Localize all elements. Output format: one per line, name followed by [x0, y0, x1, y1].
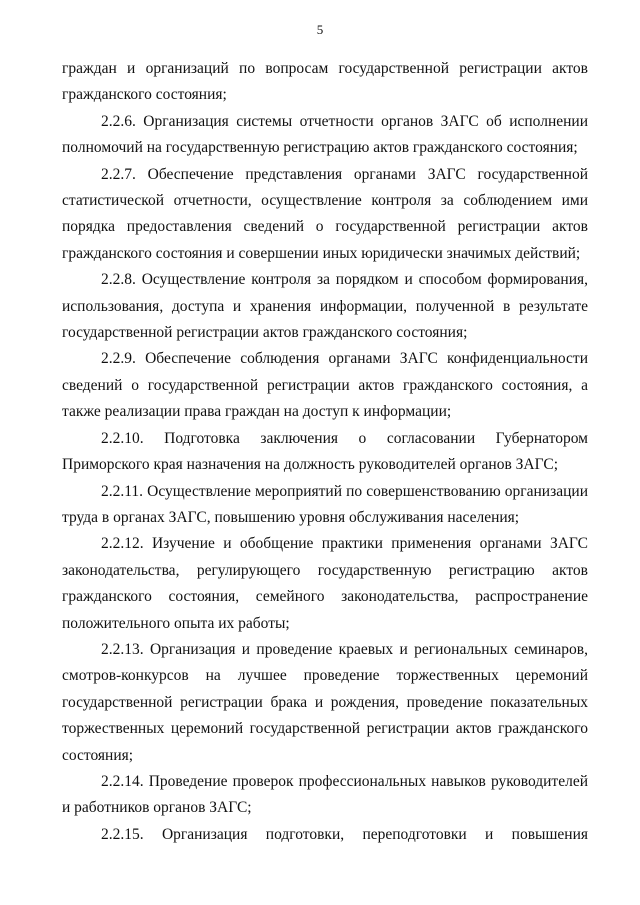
- paragraph-2-2-10: 2.2.10. Подготовка заключения о согласовании Губернатором Приморского края назначения на должность руководителей органов ЗАГС;: [62, 429, 588, 474]
- paragraph-2-2-14: 2.2.14. Проведение проверок профессиональных навыков руководителей и работников органов ЗАГС;: [62, 772, 588, 817]
- paragraph-2-2-7: 2.2.7. Обеспечение представления органами ЗАГС государственной статистической отчетности, осуществление контроля за соблюдением ими порядка предоставления сведений о государственной регистрации актов гражданского состояния и совершении иных юридически значимых действий;: [62, 165, 588, 262]
- paragraph-2-2-8: 2.2.8. Осуществление контроля за порядком и способом формирования, использования, доступа и хранения информации, полученной в результате государственной регистрации актов гражданского состояния;: [62, 271, 588, 342]
- document-body: [62, 56, 588, 848]
- paragraph-2-2-15: 2.2.15. Организация подготовки, переподготовки и повышения: [101, 825, 588, 843]
- paragraph-2-2-13: 2.2.13. Организация и проведение краевых и региональных семинаров, смотров-конкурсов на лучшее проведение торжественных церемоний государственной регистрации брака и рождения, проведение показательных торжественных церемоний государственной регистрации актов гражданского состояния;: [62, 640, 588, 764]
- paragraph-2-2-12: 2.2.12. Изучение и обобщение практики применения органами ЗАГС законодательства, регулирующего государственную регистрацию актов гражданского состояния, семейного законодательства, распространение положительного опыта их работы;: [62, 535, 588, 632]
- paragraph-2-2-11: 2.2.11. Осуществление мероприятий по совершенствованию организации труда в органах ЗАГС, повышению уровня обслуживания населения;: [62, 482, 588, 526]
- paragraph-2-2-9: 2.2.9. Обеспечение соблюдения органами ЗАГС конфиденциальности сведений о государственной регистрации актов гражданского состояния, а также реализации права граждан на доступ к информации;: [62, 350, 588, 421]
- page-number: 5: [316, 22, 324, 37]
- paragraph-continuation: граждан и организаций по вопросам государственной регистрации актов гражданского состояния;: [62, 60, 588, 104]
- paragraph-2-2-6: 2.2.6. Организация системы отчетности органов ЗАГС об исполнении полномочий на государственную регистрацию актов гражданского состояния;: [62, 112, 588, 157]
